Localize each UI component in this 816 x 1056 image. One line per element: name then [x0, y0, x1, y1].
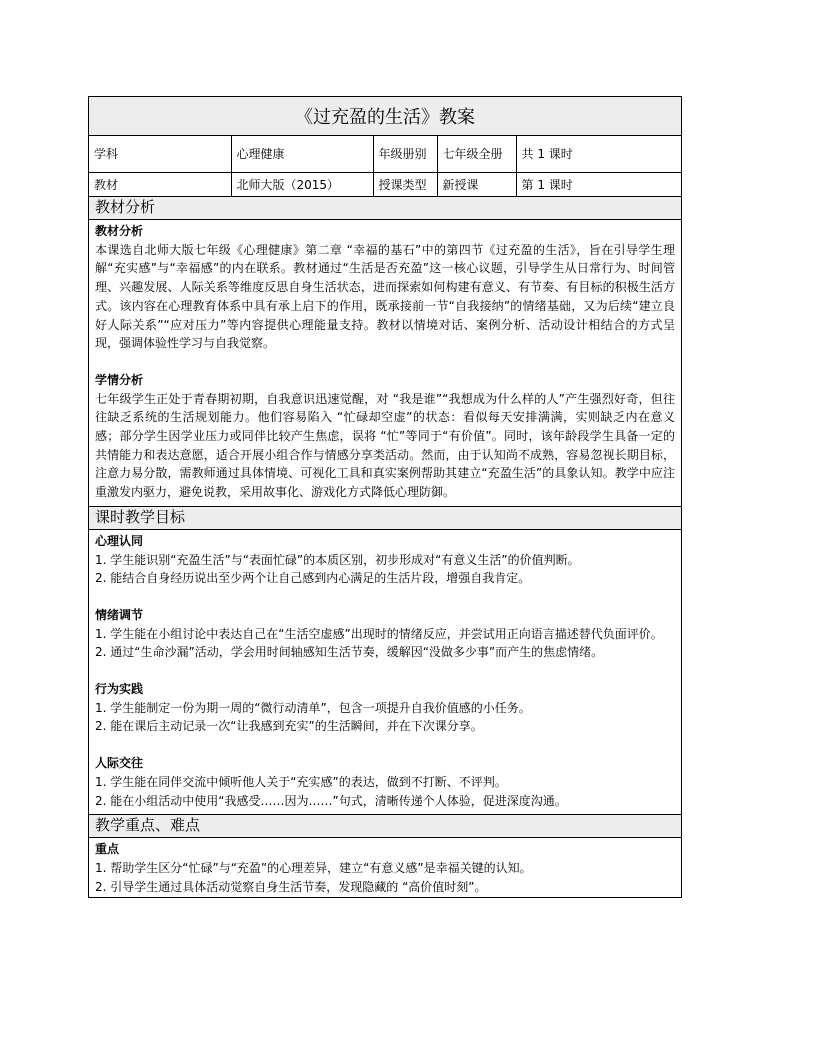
info-cell: 心理健康	[231, 136, 373, 173]
section-key-points	[89, 815, 681, 898]
info-cell: 新授课	[437, 173, 516, 197]
list-item: 2. 能在小组活动中使用“我感受……因为……”句式，清晰传递个人体验，促进深度沟通。	[95, 793, 567, 808]
section-objectives	[89, 507, 681, 815]
section-body	[89, 838, 681, 897]
lesson-plan-document	[88, 96, 682, 898]
subheading: 人际交往	[95, 756, 144, 771]
document-title: 《过充盈的生活》教案	[89, 97, 681, 136]
list-item: 2. 通过“生命沙漏”活动，学会用时间轴感知生活节奏，缓解因“没做多少事”而产生的焦虑情绪。	[95, 645, 604, 660]
subheading: 教材分析	[95, 224, 144, 238]
info-cell: 共 1 课时	[516, 136, 681, 173]
subheading: 情绪调节	[95, 607, 144, 622]
list-item: 2. 引导学生通过具体活动觉察自身生活节奏，发现隐藏的 “高价值时刻”。	[95, 879, 487, 894]
list-item: 1. 学生能在小组讨论中表达自己在“生活空虚感”出现时的情绪反应，并尝试用正向语言描述替代负面评价。	[95, 626, 663, 641]
list-item: 1. 学生能识别“充盈生活”与“表面忙碌”的本质区别，初步形成对“有意义生活”的价值判断。	[95, 552, 580, 567]
section-body	[89, 220, 681, 506]
subheading: 重点	[95, 842, 120, 857]
section-body	[89, 530, 681, 814]
list-item: 1. 帮助学生区分“忙碌”与“充盈”的心理差异，建立“有意义感”是幸福关键的认知。	[95, 860, 532, 875]
subheading: 行为实践	[95, 682, 144, 697]
info-cell: 授课类型	[373, 173, 437, 197]
section-heading: 教学重点、难点	[89, 815, 681, 838]
list-item: 1. 学生能制定一份为期一周的“微行动清单”，包含一项提升自我价值感的小任务。	[95, 700, 531, 715]
section-heading: 教材分析	[89, 197, 681, 220]
info-cell: 年级册别	[373, 136, 437, 173]
info-cell: 北师大版（2015）	[231, 173, 373, 197]
subheading: 心理认同	[95, 533, 144, 548]
paragraph: 本课选自北师大版七年级《心理健康》第二章 “幸福的基石”中的第四节《过充盈的生活》，旨在引导学生理解“充实感”与“幸福感”的内在联系。教材通过“生活是否充盈”这一核心议题，引导学生从日常行为、时间管理、兴趣发展、人际关系等维度反思自身生活状态，进而探索如何构建有意义、有节奏、有目标的积极生活方式。该内容在心理教育体系中具有承上启下的作用，既承接前一节“自我接纳”的情绪基础，又为后续“建立良好人际关系”“应对压力”等内容提供心理能量支持。教材以情境对话、案例分析、活动设计相结合的方式呈现，强调体验性学习与自我觉察。	[95, 242, 675, 351]
subheading: 学情分析	[95, 372, 144, 387]
info-row	[89, 173, 681, 197]
info-cell: 学科	[89, 136, 231, 173]
section-material-analysis	[89, 197, 681, 507]
info-cell: 第 1 课时	[516, 173, 681, 197]
info-cell: 七年级全册	[437, 136, 516, 173]
list-item: 1. 学生能在同伴交流中倾听他人关于“充实感”的表达，做到不打断、不评判。	[95, 774, 507, 789]
info-table	[89, 136, 681, 197]
list-item: 2. 能在课后主动记录一次“让我感到充实”的生活瞬间，并在下次课分享。	[95, 719, 483, 734]
paragraph: 七年级学生正处于青春期初期，自我意识迅速觉醒，对 “我是谁”“我想成为什么样的人”产生强烈好奇，但往往缺乏系统的生活规划能力。他们容易陷入 “忙碌却空虚”的状态：看似每天安排满满，实则缺乏内在意义感；部分学生因学业压力或同伴比较产生焦虑，误将 “忙”等同于“有价值”。同时，该年龄段学生具备一定的共情能力和表达意愿，适合开展小组合作与情感分享类活动。然而，由于认知尚不成熟，容易忽视长期目标，注意力易分散，需教师通过具体情境、可视化工具和真实案例帮助其建立“充盈生活”的具象认知。教学中应注重激发内驱力，避免说教，采用故事化、游戏化方式降低心理防御。	[95, 391, 675, 500]
info-row	[89, 136, 681, 173]
info-cell: 教材	[89, 173, 231, 197]
list-item: 2. 能结合自身经历说出至少两个让自己感到内心满足的生活片段，增强自我肯定。	[95, 571, 531, 586]
section-heading: 课时教学目标	[89, 507, 681, 530]
